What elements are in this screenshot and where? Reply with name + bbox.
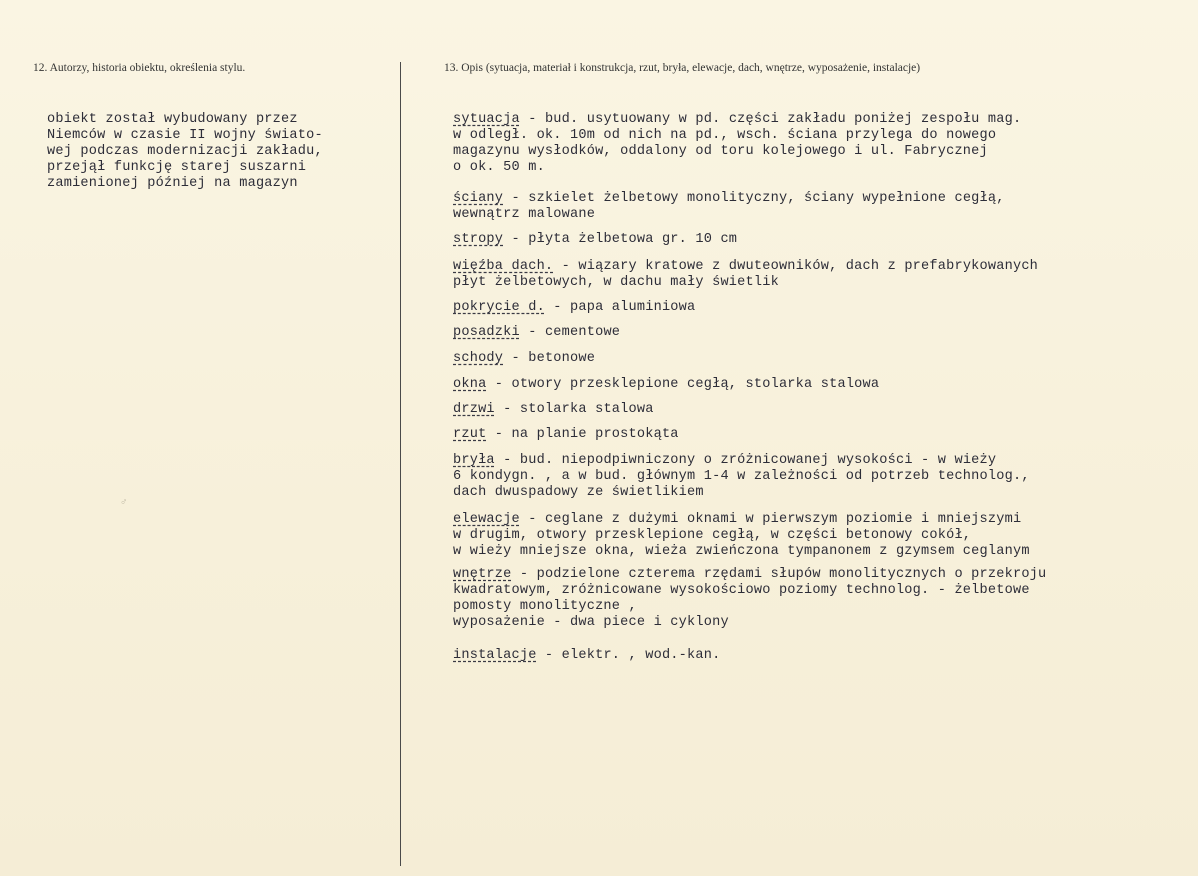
entry-okna bbox=[453, 377, 879, 393]
entry-text: - cementowe bbox=[519, 325, 621, 340]
margin-mark: ♂ bbox=[120, 497, 128, 508]
entry-term: więźba dach. bbox=[453, 259, 554, 274]
entry-term: rzut bbox=[453, 427, 487, 442]
entry-text: - papa aluminiowa bbox=[544, 300, 696, 315]
entry-bryla bbox=[453, 453, 1030, 501]
entry-text: - na planie prostokąta bbox=[486, 427, 679, 442]
entry-term: ściany bbox=[453, 191, 504, 206]
history-text: obiekt został wybudowany przez Niemców w czasie II wojny świato- wej podczas modernizacji zakładu, przejął funkcję starej suszarni zamienionej później na magazyn bbox=[47, 112, 323, 191]
entry-term: pokrycie d. bbox=[453, 300, 545, 315]
entry-text: - podzielone czterema rzędami słupów monolitycznych o przekroju kwadratowym, zróżnicowane wysokościowo poziomy technolog. - żelbetowe pomosty monolityczne , wyposażenie - dwa piece i cyklony bbox=[453, 567, 1047, 630]
entry-posadzki bbox=[453, 325, 620, 341]
entry-schody bbox=[453, 351, 595, 367]
entry-stropy bbox=[453, 232, 737, 248]
entry-wiezba-dach bbox=[453, 259, 1038, 291]
entry-term: okna bbox=[453, 377, 487, 392]
entry-drzwi bbox=[453, 402, 654, 418]
column-divider bbox=[400, 62, 401, 866]
entry-text: - bud. usytuowany w pd. części zakładu poniżej zespołu mag. w odległ. ok. 10m od nich na pd., wsch. ściana przylega do nowego magazynu wysłodków, oddalony od toru kolejowego i ul. Fabrycznej o ok. 50 m. bbox=[453, 112, 1022, 175]
entry-term: sytuacja bbox=[453, 112, 520, 127]
entry-text: - stolarka stalowa bbox=[494, 402, 654, 417]
entry-text: - betonowe bbox=[503, 351, 596, 366]
entry-sciany bbox=[453, 191, 1005, 223]
entry-term: posadzki bbox=[453, 325, 520, 340]
entry-text: - ceglane z dużymi oknami w pierwszym poziomie i mniejszymi w drugim, otwory przesklepione cegłą, w części betonowy cokół, w wieży mniejsze okna, wieża zwieńczona tympanonem z gzymsem ceglanym bbox=[453, 512, 1030, 559]
entry-term: wnętrze bbox=[453, 567, 512, 582]
entry-text: - szkielet żelbetowy monolityczny, ściany wypełnione cegłą, wewnątrz malowane bbox=[453, 191, 1005, 222]
entry-pokrycie bbox=[453, 300, 695, 316]
entry-text: - otwory przesklepione cegłą, stolarka stalowa bbox=[486, 377, 880, 392]
entry-wnetrze bbox=[453, 567, 1046, 631]
entry-elewacje bbox=[453, 512, 1030, 560]
entry-term: elewacje bbox=[453, 512, 520, 527]
entry-text: - elektr. , wod.-kan. bbox=[536, 648, 721, 663]
entry-term: stropy bbox=[453, 232, 504, 247]
entry-text: - wiązary kratowe z dwuteowników, dach z prefabrykowanych płyt żelbetowych, w dachu mały świetlik bbox=[453, 259, 1039, 290]
entry-text: - bud. niepodpiwniczony o zróżnicowanej wysokości - w wieży 6 kondygn. , a w bud. głównym 1-4 w zależności od potrzeb technolog., dach dwuspadowy ze świetlikiem bbox=[453, 453, 1030, 500]
entry-sytuacja bbox=[453, 112, 1021, 176]
entry-rzut bbox=[453, 427, 679, 443]
entry-term: instalacje bbox=[453, 648, 537, 663]
entry-term: drzwi bbox=[453, 402, 495, 417]
entry-instalacje bbox=[453, 648, 720, 664]
entry-term: schody bbox=[453, 351, 504, 366]
section-13-header: 13. Opis (sytuacja, materiał i konstrukcja, rzut, bryła, elewacje, dach, wnętrze, wyposażenie, instalacje) bbox=[444, 62, 921, 74]
section-12-header: 12. Autorzy, historia obiektu, określenia stylu. bbox=[33, 62, 246, 74]
entry-term: bryła bbox=[453, 453, 495, 468]
entry-text: - płyta żelbetowa gr. 10 cm bbox=[503, 232, 738, 247]
